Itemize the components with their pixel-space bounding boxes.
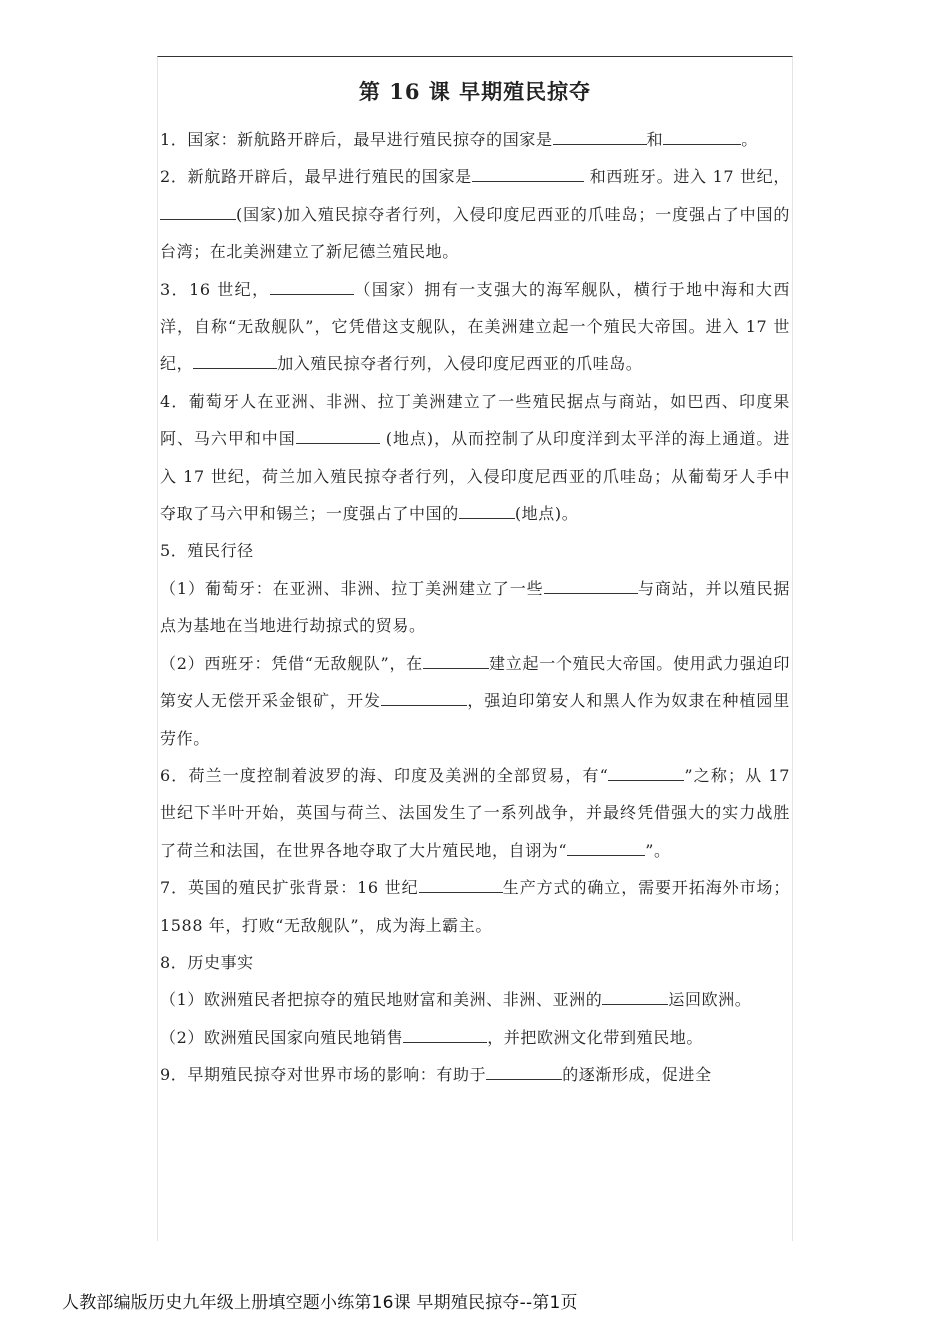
answer-blank[interactable] — [381, 687, 467, 706]
page-footer: 人教部编版历史九年级上册填空题小练第16课 早期殖民掠夺--第1页 — [62, 1293, 578, 1313]
question-8-2: （2）欧洲殖民国家向殖民地销售 ，并把欧洲文化带到殖民地。 — [160, 1019, 790, 1056]
answer-blank[interactable] — [544, 575, 638, 594]
question-9: 9．早期殖民掠夺对世界市场的影响：有助于 的逐渐形成，促进全 — [160, 1056, 790, 1093]
question-7: 7．英国的殖民扩张背景：16 世纪 生产方式的确立，需要开拓海外市场；1588 年，打败“无敌舰队”，成为海上霸主。 — [160, 869, 790, 944]
answer-blank[interactable] — [486, 1061, 562, 1080]
question-8-heading: 8．历史事实 — [160, 952, 254, 972]
answer-blank[interactable] — [270, 276, 354, 295]
answer-blank[interactable] — [567, 837, 645, 856]
question-5-2: （2）西班牙：凭借“无敌舰队”，在 建立起一个殖民大帝国。使用武力强迫印第安人无偿开采金银矿，开发 ，强迫印第安人和黑人作为奴隶在种植园里劳作。 — [160, 645, 790, 757]
answer-blank[interactable] — [419, 874, 503, 893]
answer-blank[interactable] — [663, 126, 741, 145]
answer-blank[interactable] — [472, 163, 584, 182]
answer-blank[interactable] — [296, 425, 380, 444]
answer-blank[interactable] — [602, 986, 668, 1005]
question-5-heading: 5．殖民行径 — [160, 541, 254, 561]
question-4: 4．葡萄牙人在亚洲、非洲、拉丁美洲建立了一些殖民据点与商站，如巴西、印度果阿、马六甲和中国 (地点)，从而控制了从印度洋到太平洋的海上通道。进入 17 世纪，荷兰加入殖民掠夺者行列，入侵印度尼西亚的爪哇岛；从葡萄牙人手中夺取了马六甲和锡兰；一度强占了中国的 (地点)。 — [160, 391, 790, 524]
question-6: 6．荷兰一度控制着波罗的海、印度及美洲的全部贸易，有“ ”之称；从 17 世纪下半叶开始，英国与荷兰、法国发生了一系列战争，并最终凭借强大的实力战胜了荷兰和法国，在世界各地夺取了大片殖民地，自诩为“ ”。 — [160, 757, 790, 869]
answer-blank[interactable] — [553, 126, 647, 145]
answer-blank[interactable] — [403, 1024, 487, 1043]
answer-blank[interactable] — [160, 201, 236, 220]
question-1: 1．国家：新航路开辟后，最早进行殖民掠夺的国家是 和 。 — [160, 121, 790, 158]
document-title: 第 16 课 早期殖民掠夺 — [358, 79, 592, 104]
answer-blank[interactable] — [193, 350, 277, 369]
worksheet-content — [160, 121, 790, 1094]
question-8-1: （1）欧洲殖民者把掠夺的殖民地财富和美洲、非洲、亚洲的 运回欧洲。 — [160, 981, 790, 1018]
answer-blank[interactable] — [459, 500, 515, 519]
answer-blank[interactable] — [608, 762, 684, 781]
question-2: 2．新航路开辟后，最早进行殖民的国家是 和西班牙。进入 17 世纪，(国家)加入殖民掠夺者行列，入侵印度尼西亚的爪哇岛；一度强占了中国的台湾；在北美洲建立了新尼德兰殖民地。 — [160, 158, 790, 270]
question-3: 3．16 世纪， （国家）拥有一支强大的海军舰队，横行于地中海和大西洋，自称“无敌舰队”，它凭借这支舰队，在美洲建立起一个殖民大帝国。进入 17 世纪， 加入殖民掠夺者行列，入侵印度尼西亚的爪哇岛。 — [160, 271, 790, 383]
question-5-1: （1）葡萄牙：在亚洲、非洲、拉丁美洲建立了一些 与商站，并以殖民据点为基地在当地进行劫掠式的贸易。 — [160, 570, 790, 645]
answer-blank[interactable] — [423, 650, 489, 669]
